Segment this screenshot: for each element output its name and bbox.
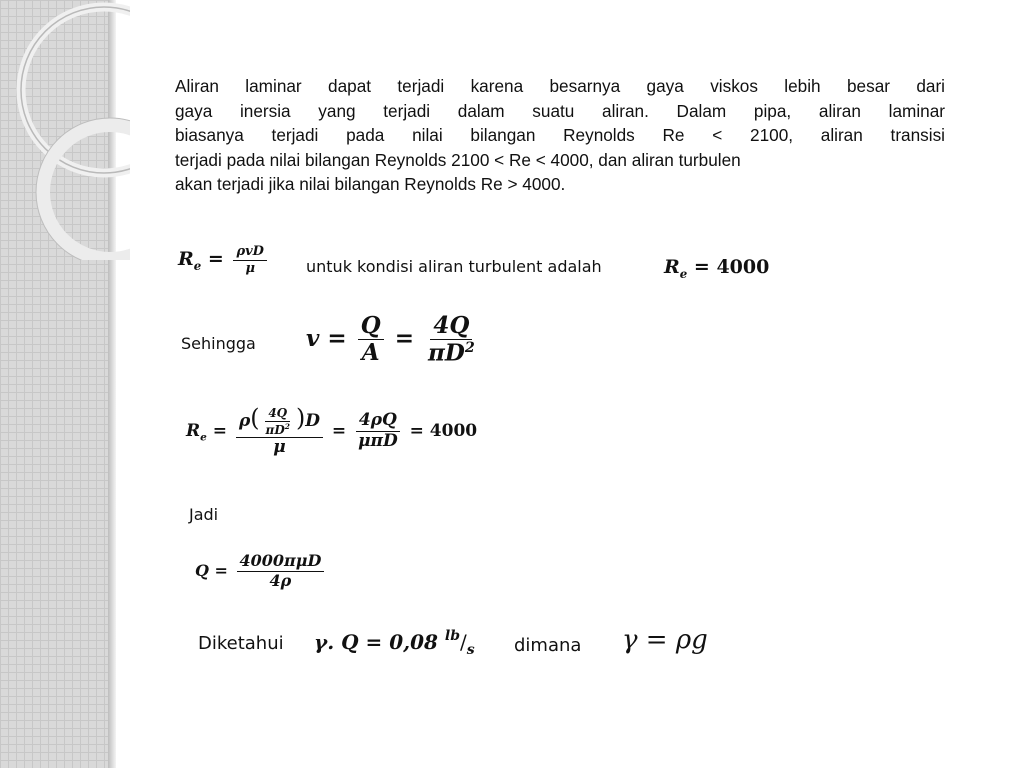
- fraction-numerator: 4ρQ: [356, 412, 400, 432]
- eq-symbol: R: [186, 420, 201, 441]
- reynolds-substituted-equation: $R_e$ = ρ( $\frac{4Q}{\pi D^2}$ )D μ = $\frac{4\rho Q}{\text{μπD}}$ = 4000: [186, 404, 478, 458]
- fraction: [233, 245, 266, 275]
- given-equation: γ. Q = 0,08 $^{lb}/_s$: [314, 628, 475, 658]
- eq-subscript: e: [193, 258, 202, 273]
- inner-numerator: 4Q: [265, 407, 290, 422]
- fraction-numerator: 4000πμD: [237, 553, 325, 572]
- deco-ring-large: [21, 7, 130, 173]
- diketahui-label: Diketahui: [198, 633, 284, 654]
- unit-numerator: lb: [444, 628, 461, 644]
- fraction-denominator: [425, 340, 478, 366]
- fraction-numerator: Q: [358, 314, 384, 340]
- fraction-numerator: ρvD: [233, 245, 266, 261]
- fraction-denominator: 4ρ: [269, 570, 292, 590]
- eq-symbol: Q =: [195, 560, 228, 580]
- den-base: πD: [428, 339, 465, 367]
- eq-rhs: = 4000: [693, 256, 770, 278]
- inner-den-base: πD: [265, 422, 285, 437]
- fraction-denominator: A: [361, 339, 380, 367]
- inner-den-exponent: 2: [284, 421, 290, 431]
- fraction: [355, 412, 401, 451]
- fraction: [358, 314, 384, 365]
- paragraph-line: biasanya terjadi pada nilai bilangan Reynolds Re < 2100, aliran transisi: [175, 125, 945, 146]
- paragraph-line: akan terjadi jika nilai bilangan Reynolds Re > 4000.: [175, 174, 566, 195]
- eq-symbol: v =: [306, 324, 347, 352]
- deco-ring-small-edge: [36, 118, 130, 260]
- fraction-numerator: 4Q: [430, 314, 472, 340]
- deco-ring-large-edge: [21, 7, 130, 173]
- fraction-denominator: μπD: [358, 430, 398, 451]
- flow-rate-equation: [195, 553, 327, 590]
- reynolds-definition-equation: $R_e$ = $\frac{\text{ρvD}}{\mu}$: [178, 245, 270, 275]
- fraction: [425, 314, 478, 366]
- specific-weight-equation: γ = ρg: [622, 625, 708, 655]
- fraction-numerator: ρ( $\frac{4Q}{\pi D^2}$ )D: [236, 406, 323, 438]
- jadi-label: Jadi: [189, 505, 219, 524]
- velocity-equation: v = $\frac{Q}{A}$ = $\frac{4Q}{\pi D^2}$: [306, 314, 481, 366]
- sehingga-label: Sehingga: [181, 334, 256, 353]
- eq-subscript: e: [200, 431, 207, 444]
- eq-rhs: = 4000: [409, 420, 478, 441]
- fraction-denominator: μ: [273, 437, 286, 458]
- inner-fraction: [263, 407, 293, 436]
- unit-denominator: s: [466, 642, 475, 658]
- fraction-denominator: μ: [245, 260, 255, 276]
- paragraph-line: terjadi pada nilai bilangan Reynolds 2100 < Re < 4000, dan aliran turbulen: [175, 149, 741, 170]
- paragraph-line: Aliran laminar dapat terjadi karena besarnya gaya viskos lebih besar dari: [175, 76, 945, 96]
- fraction: [237, 553, 325, 590]
- paragraph-line: gaya inersia yang terjadi dalam suatu aliran. Dalam pipa, aliran laminar: [175, 100, 945, 121]
- den-exponent: 2: [464, 340, 475, 357]
- eq-lhs: γ. Q = 0,08: [314, 630, 438, 654]
- decorative-circles: [0, 0, 130, 260]
- turbulent-condition-label: untuk kondisi aliran turbulent adalah: [306, 257, 602, 276]
- intro-paragraph: [175, 74, 945, 197]
- eq-symbol: R: [664, 256, 680, 278]
- reynolds-turbulent-equation: [664, 256, 769, 281]
- inner-denominator: [263, 422, 293, 437]
- dimana-label: dimana: [514, 635, 582, 656]
- fraction: [236, 406, 323, 457]
- eq-subscript: e: [679, 266, 688, 281]
- deco-ring-small: [43, 125, 130, 259]
- eq-symbol: R: [178, 248, 194, 271]
